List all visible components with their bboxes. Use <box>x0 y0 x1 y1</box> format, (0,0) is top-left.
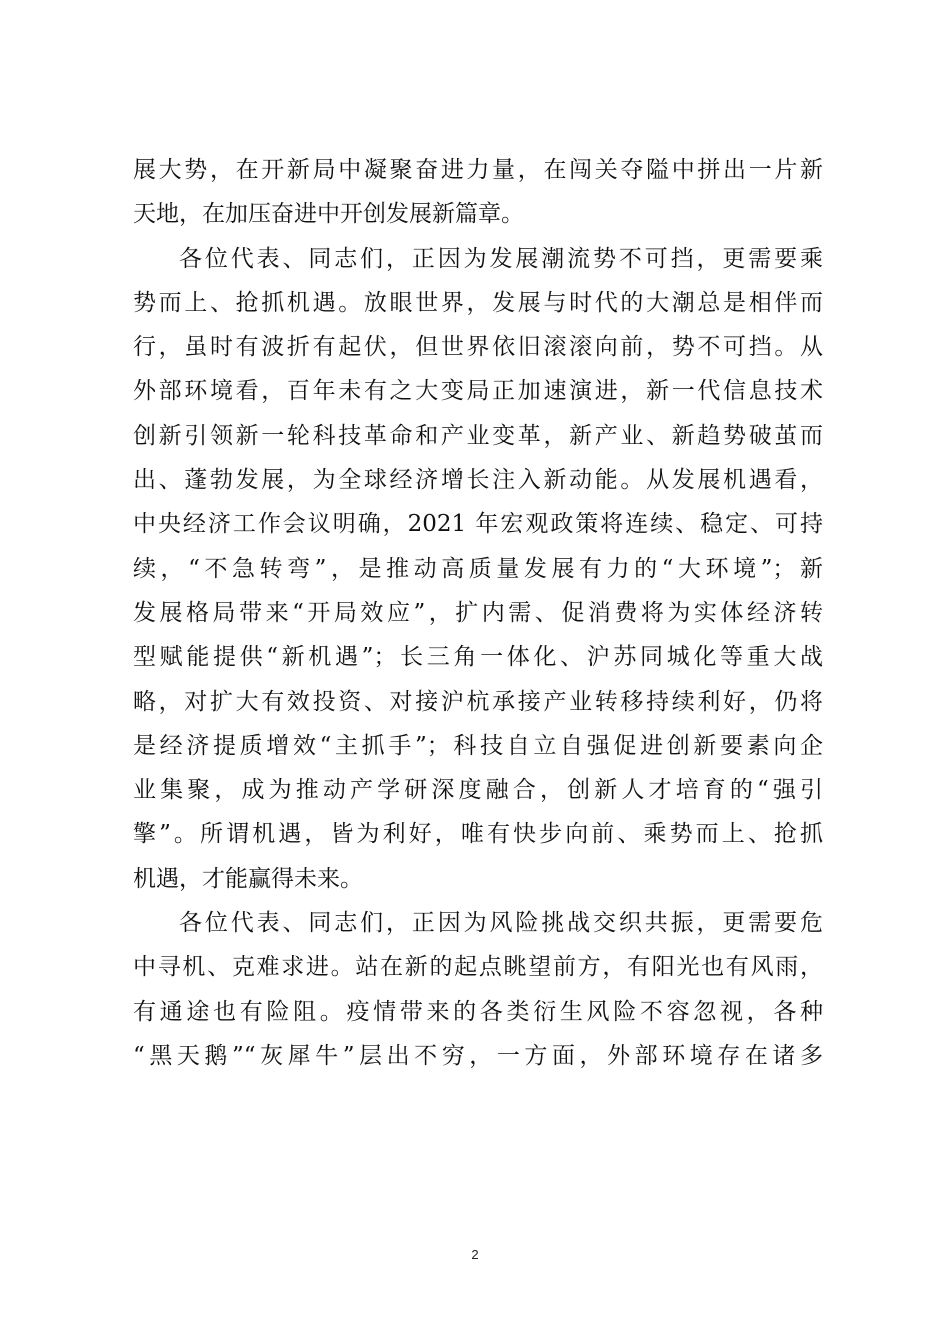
text-line: 中央经济工作会议明确，2021 年宏观政策将连续、稳定、可持 <box>133 511 823 538</box>
text-line: 型赋能提供“新机遇”；长三角一体化、沪苏同城化等重大战 <box>133 644 823 671</box>
text-line: 是经济提质增效“主抓手”；科技自立自强促进创新要素向企 <box>133 732 823 759</box>
text-line: 外部环境看，百年未有之大变局正加速演进，新一代信息技术 <box>133 378 823 405</box>
text-line: 势而上、抢抓机遇。放眼世界，发展与时代的大潮总是相伴而 <box>133 289 823 316</box>
text-line: 略，对扩大有效投资、对接沪杭承接产业转移持续利好，仍将 <box>133 688 823 715</box>
text-line: 有通途也有险阻。疫情带来的各类衍生风险不容忽视，各种 <box>133 998 823 1025</box>
text-line: 业集聚，成为推动产学研深度融合，创新人才培育的“强引 <box>133 777 823 804</box>
text-line: 出、蓬勃发展，为全球经济增长注入新动能。从发展机遇看， <box>133 467 823 494</box>
text-line: 创新引领新一轮科技革命和产业变革，新产业、新趋势破茧而 <box>133 422 823 449</box>
page-number: 2 <box>471 1247 479 1262</box>
text-line: 中寻机、克难求进。站在新的起点眺望前方，有阳光也有风雨， <box>133 954 823 981</box>
paragraph-first-line: 各位代表、同志们，正因为发展潮流势不可挡，更需要乘 <box>179 245 823 272</box>
paragraph-first-line: 各位代表、同志们，正因为风险挑战交织共振，更需要危 <box>179 910 823 937</box>
text-line: 发展格局带来“开局效应”，扩内需、促消费将为实体经济转 <box>133 599 823 626</box>
text-line: 天地，在加压奋进中开创发展新篇章。 <box>133 201 524 228</box>
text-line: 展大势，在开新局中凝聚奋进力量，在闯关夺隘中拼出一片新 <box>133 157 823 183</box>
document-body <box>133 148 823 1078</box>
text-line: 擎”。所谓机遇，皆为利好，唯有快步向前、乘势而上、抢抓 <box>133 821 823 848</box>
text-line: “黑天鹅”“灰犀牛”层出不穷，一方面，外部环境存在诸多 <box>133 1042 823 1069</box>
text-line: 机遇，才能赢得未来。 <box>133 865 363 892</box>
text-line: 续，“不急转弯”，是推动高质量发展有力的“大环境”；新 <box>133 555 823 582</box>
text-line: 行，虽时有波折有起伏，但世界依旧滚滚向前，势不可挡。从 <box>133 334 823 361</box>
